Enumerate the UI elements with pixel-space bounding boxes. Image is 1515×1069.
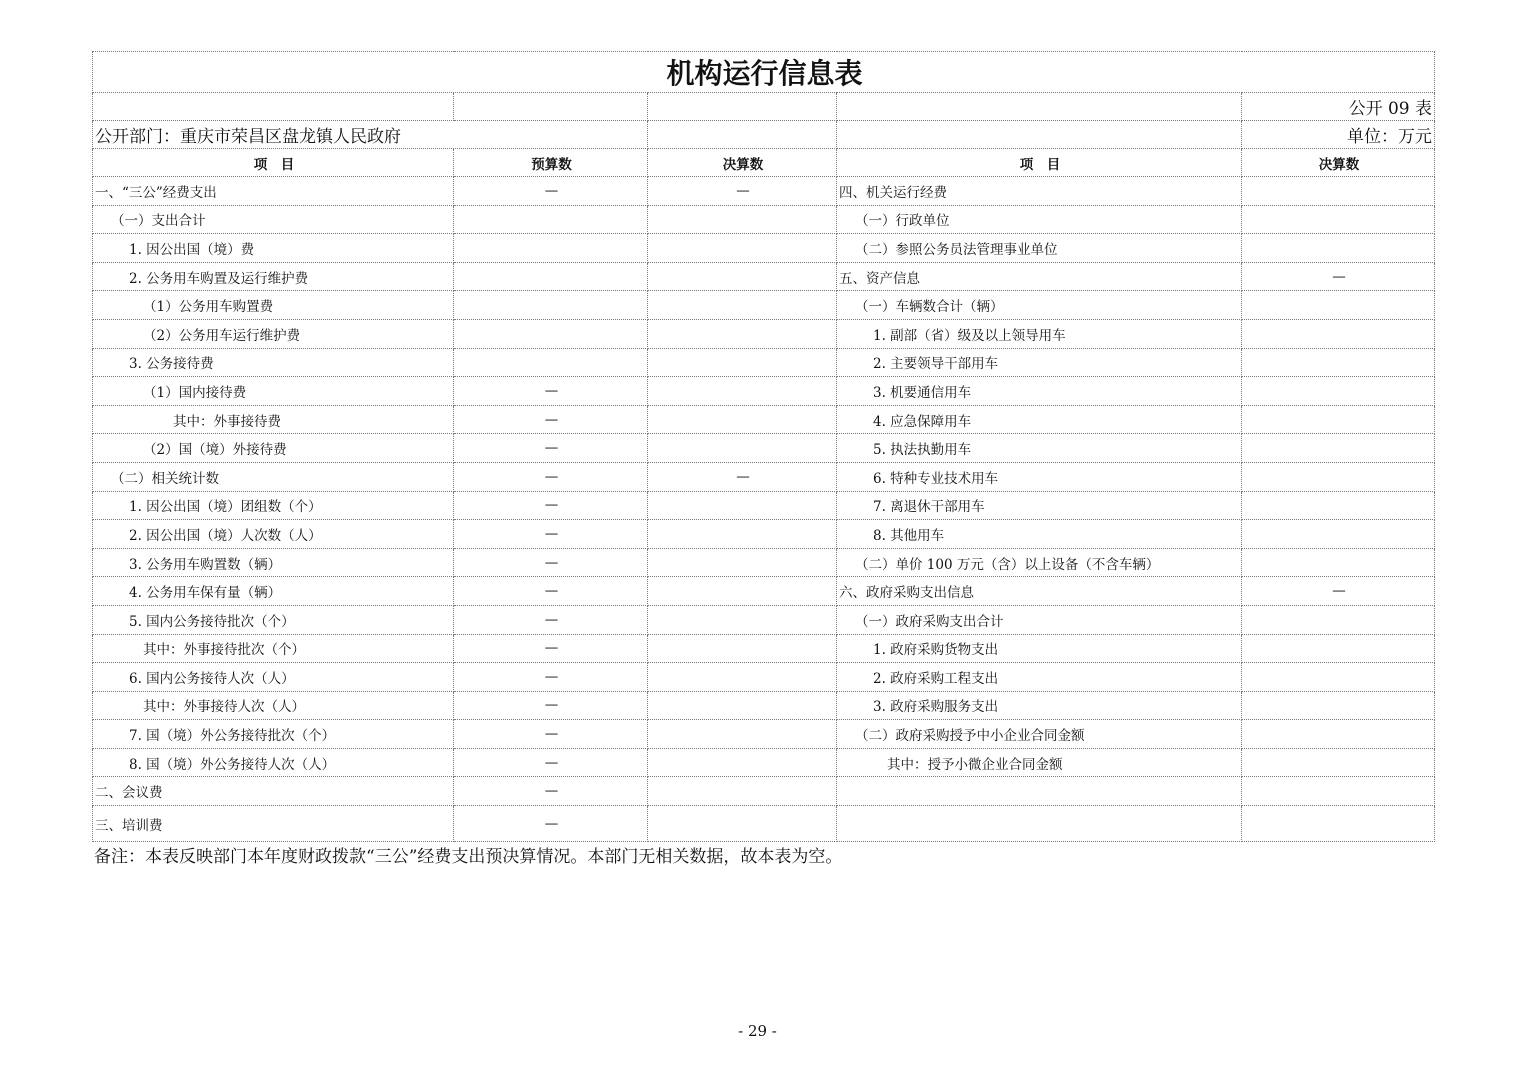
right-final-cell [1242,520,1435,549]
left-item-cell: 三、培训费 [93,806,454,842]
final-cell [648,205,837,234]
right-final-cell [1242,462,1435,491]
final-cell [648,691,837,720]
right-final-cell [1242,548,1435,577]
right-item-cell: （一）行政单位 [837,205,1242,234]
table-row [93,291,1435,320]
final-cell [648,663,837,692]
right-final-cell [1242,205,1435,234]
final-cell [648,491,837,520]
right-final-cell [1242,691,1435,720]
right-final-cell [1242,319,1435,348]
left-item-cell: （2）国（境）外接待费 [93,434,454,463]
budget-cell: — [454,405,648,434]
table-row [93,319,1435,348]
final-cell [648,434,837,463]
budget-cell: — [454,806,648,842]
right-final-cell [1242,234,1435,263]
right-final-cell [1242,663,1435,692]
final-cell [648,520,837,549]
budget-cell [454,262,648,291]
final-cell [648,377,837,406]
final-cell: — [648,177,837,206]
right-item-cell: 四、机关运行经费 [837,177,1242,206]
left-item-cell: 6. 国内公务接待人次（人） [93,663,454,692]
right-item-cell: 5. 执法执勤用车 [837,434,1242,463]
right-item-cell: 六、政府采购支出信息 [837,577,1242,606]
left-item-cell: 5. 国内公务接待批次（个） [93,605,454,634]
table-row [93,548,1435,577]
budget-cell [454,234,648,263]
table-row [93,262,1435,291]
right-final-cell [1242,748,1435,777]
left-item-cell: 7. 国（境）外公务接待批次（个） [93,720,454,749]
right-final-cell [1242,634,1435,663]
header-budget: 预算数 [454,149,648,177]
table-row [93,205,1435,234]
left-item-cell: 二、会议费 [93,777,454,806]
right-item-cell: 其中：授予小微企业合同金额 [837,748,1242,777]
budget-cell [454,319,648,348]
right-final-cell: — [1242,262,1435,291]
table-row [93,434,1435,463]
budget-cell [454,291,648,320]
final-cell [648,319,837,348]
right-final-cell [1242,377,1435,406]
right-item-cell [837,777,1242,806]
table-row [93,691,1435,720]
right-item-cell: 3. 机要通信用车 [837,377,1242,406]
table-row [93,748,1435,777]
right-item-cell: （二）参照公务员法管理事业单位 [837,234,1242,263]
header-right-item: 项 目 [837,149,1242,177]
right-item-cell: 3. 政府采购服务支出 [837,691,1242,720]
budget-cell: — [454,720,648,749]
left-item-cell: （二）相关统计数 [93,462,454,491]
department [93,121,648,149]
budget-cell: — [454,748,648,777]
table-row [93,520,1435,549]
table-row [93,405,1435,434]
table-row [93,348,1435,377]
right-final-cell [1242,348,1435,377]
header-right-final: 决算数 [1242,149,1435,177]
right-final-cell [1242,720,1435,749]
info-table [92,51,1435,842]
final-cell [648,806,837,842]
right-item-cell: 1. 政府采购货物支出 [837,634,1242,663]
table-row [93,234,1435,263]
table-row [93,663,1435,692]
left-item-cell: 其中：外事接待费 [93,405,454,434]
unit-label: 单位：万元 [1242,121,1435,149]
final-cell [648,605,837,634]
left-item-cell: 其中：外事接待人次（人） [93,691,454,720]
right-item-cell: 6. 特种专业技术用车 [837,462,1242,491]
final-cell [648,777,837,806]
final-cell [648,748,837,777]
right-item-cell: （一）政府采购支出合计 [837,605,1242,634]
budget-cell: — [454,577,648,606]
right-item-cell: （二）政府采购授予中小企业合同金额 [837,720,1242,749]
final-cell [648,262,837,291]
department-name: 重庆市荣昌区盘龙镇人民政府 [180,127,401,147]
budget-cell [454,205,648,234]
table-title: 机构运行信息表 [93,52,1435,93]
left-item-cell: （一）支出合计 [93,205,454,234]
left-item-cell: 4. 公务用车保有量（辆） [93,577,454,606]
right-final-cell [1242,491,1435,520]
table-row [93,462,1435,491]
budget-cell: — [454,691,648,720]
right-final-cell: — [1242,577,1435,606]
header-left-item: 项 目 [93,149,454,177]
left-item-cell: 1. 因公出国（境）团组数（个） [93,491,454,520]
right-item-cell: （二）单价 100 万元（含）以上设备（不含车辆） [837,548,1242,577]
left-item-cell: （2）公务用车运行维护费 [93,319,454,348]
budget-cell [454,348,648,377]
left-item-cell: 一、“三公”经费支出 [93,177,454,206]
final-cell [648,577,837,606]
table-row [93,806,1435,842]
right-final-cell [1242,177,1435,206]
left-item-cell: 其中：外事接待批次（个） [93,634,454,663]
right-final-cell [1242,806,1435,842]
budget-cell: — [454,491,648,520]
right-final-cell [1242,434,1435,463]
page-number: - 29 - [738,1022,777,1040]
department-label: 公开部门： [95,127,180,147]
budget-cell: — [454,177,648,206]
budget-cell: — [454,777,648,806]
table-row [93,491,1435,520]
final-cell [648,348,837,377]
final-cell: — [648,462,837,491]
left-item-cell: 2. 因公出国（境）人次数（人） [93,520,454,549]
table-row [93,177,1435,206]
right-item-cell: 2. 政府采购工程支出 [837,663,1242,692]
header-final: 决算数 [648,149,837,177]
budget-cell: — [454,634,648,663]
final-cell [648,405,837,434]
table-row [93,720,1435,749]
budget-cell: — [454,462,648,491]
footnote: 备注：本表反映部门本年度财政拨款“三公”经费支出预决算情况。本部门无相关数据，故本表为空。 [94,847,843,867]
right-item-cell: 8. 其他用车 [837,520,1242,549]
right-final-cell [1242,405,1435,434]
budget-cell: — [454,520,648,549]
right-item-cell: 五、资产信息 [837,262,1242,291]
budget-cell: — [454,605,648,634]
final-cell [648,291,837,320]
budget-cell: — [454,377,648,406]
left-item-cell: （1）国内接待费 [93,377,454,406]
budget-cell: — [454,663,648,692]
left-item-cell: 1. 因公出国（境）费 [93,234,454,263]
left-item-cell: 8. 国（境）外公务接待人次（人） [93,748,454,777]
budget-cell: — [454,434,648,463]
table-row [93,577,1435,606]
final-cell [648,234,837,263]
right-final-cell [1242,777,1435,806]
final-cell [648,548,837,577]
final-cell [648,634,837,663]
final-cell [648,720,837,749]
right-item-cell: 7. 离退休干部用车 [837,491,1242,520]
right-final-cell [1242,605,1435,634]
left-item-cell: 2. 公务用车购置及运行维护费 [93,262,454,291]
left-item-cell: 3. 公务用车购置数（辆） [93,548,454,577]
right-item-cell: （一）车辆数合计（辆） [837,291,1242,320]
right-item-cell: 2. 主要领导干部用车 [837,348,1242,377]
right-item-cell: 4. 应急保障用车 [837,405,1242,434]
right-item-cell: 1. 副部（省）级及以上领导用车 [837,319,1242,348]
table-row [93,377,1435,406]
left-item-cell: 3. 公务接待费 [93,348,454,377]
table-row [93,634,1435,663]
table-row [93,605,1435,634]
table-row [93,777,1435,806]
left-item-cell: （1）公务用车购置费 [93,291,454,320]
right-item-cell [837,806,1242,842]
table-number: 公开 09 表 [1242,93,1435,121]
right-final-cell [1242,291,1435,320]
budget-cell: — [454,548,648,577]
